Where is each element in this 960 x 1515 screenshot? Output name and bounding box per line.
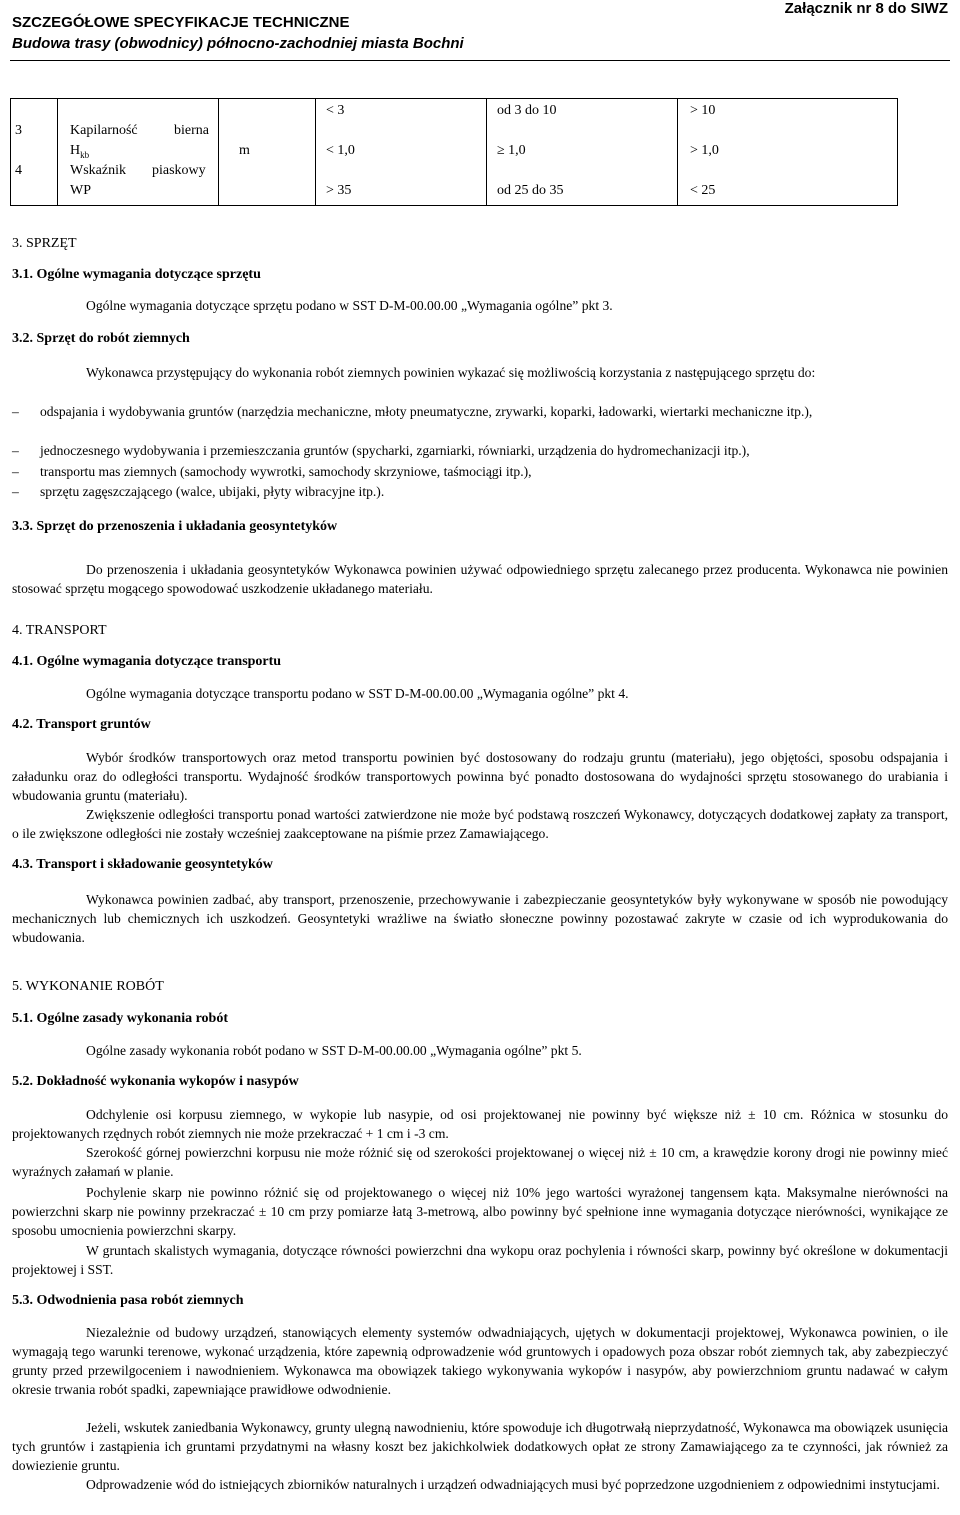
value: > 10 <box>690 103 716 118</box>
property-name: Kapilarność <box>70 123 138 138</box>
paragraph: Do przenoszenia i układania geosyntetyków Wykonawca powinien używać odpowiedniego sprzętu zalecanego przez producenta. Wykonawca nie powinien stosować sprzętu mogącego spowodować uszkodzenie układanego materiału. <box>12 562 948 596</box>
section-heading: 3.2. Sprzęt do robót ziemnych <box>12 331 190 346</box>
paragraph: Jeżeli, wskutek zaniedbania Wykonawcy, grunty ulegną nawodnieniu, które spowoduje ich długotrwałą nieprzydatność, Wykonawca ma obowiązek usunięcia tych gruntów i zastąpienia ich gruntami przydatnymi na własny koszt bez jakichkolwiek dodatkowych opłat ze strony Zamawiającego za te czynności, jak również za dowiezienie gruntu. <box>12 1420 948 1473</box>
value: < 25 <box>690 183 716 198</box>
header-rule <box>10 60 950 61</box>
value: > 1,0 <box>690 143 719 158</box>
property-name: piaskowy <box>152 163 206 178</box>
paragraph: W gruntach skalistych wymagania, dotyczące równości powierzchni dna wykopu oraz pochylenia i równości skarp, powinny być określone w dokumentacji projektowej i SST. <box>12 1243 948 1277</box>
paragraph: Odprowadzenie wód do istniejących zbiorników naturalnych i urządzeń odwadniających musi być poprzedzone uzgodnieniem z odpowiednimi instytucjami. <box>86 1477 940 1492</box>
row-number: 3 <box>15 123 22 138</box>
value: < 1,0 <box>326 143 355 158</box>
unit: m <box>239 143 250 158</box>
table-cell <box>11 99 58 206</box>
property-symbol: $H_{kb}$ <box>70 143 90 160</box>
value: > 35 <box>326 183 352 198</box>
value: od 3 do 10 <box>497 103 557 118</box>
paragraph: Wykonawca powinien zadbać, aby transport, przenoszenie, przechowywanie i zabezpieczanie geosyntetyków były wykonywane w sposób nie powodujący mechanicznych lub chemicznych ich uszkodzeń. Geosyntetyki wrażliwe na światło słoneczne powinny pozostawać zakryte w czasie od ich wyprodukowania do wbudowania. <box>12 892 948 945</box>
value: ≥ 1,0 <box>497 143 526 158</box>
table-cell <box>678 99 898 206</box>
paragraph: Ogólne wymagania dotyczące transportu podano w SST D-M-00.00.00 „Wymagania ogólne” pkt 4. <box>86 686 629 701</box>
paragraph: Zwiększenie odległości transportu ponad wartości zatwierdzone nie może być podstawą roszczeń Wykonawcy, dotyczących dodatkowej zapłaty za transport, o ile zwiększone odległości nie zostały wcześniej zaakceptowane na piśmie przez Zamawiającego. <box>12 807 948 841</box>
section-heading: 4.2. Transport gruntów <box>12 717 151 732</box>
table-cell <box>487 99 678 206</box>
section-heading: 3.3. Sprzęt do przenoszenia i układania geosyntetyków <box>12 519 338 534</box>
list-item: – sprzętu zagęszczającego (walce, ubijaki, płyty wibracyjne itp.). <box>12 484 385 499</box>
paragraph: Ogólne zasady wykonania robót podano w SST D-M-00.00.00 „Wymagania ogólne” pkt 5. <box>86 1043 582 1058</box>
paragraph: Szerokość górnej powierzchni korpusu nie może różnić się od szerokości projektowanej o więcej niż ± 10 cm, a krawędzie korony drogi nie powinny mieć wyraźnych załamań w planie. <box>12 1145 948 1179</box>
table-cell <box>219 99 316 206</box>
paragraph: Pochylenie skarp nie powinno różnić się od projektowanego o więcej niż 10% jego wartości wyrażonej tangensem kąta. Maksymalne nierówności na powierzchni skarp nie powinny przekraczać ± 10 cm przy pomiarze łatą 3-metrową, albo powinny być spełnione inne wymagania dotyczące nierówności, wynikające ze sposobu umocnienia powierzchni skarpy. <box>12 1185 948 1238</box>
property-name: Wskaźnik <box>70 163 126 178</box>
section-heading: 4.3. Transport i składowanie geosyntetyków <box>12 857 273 872</box>
section-heading: 5.1. Ogólne zasady wykonania robót <box>12 1011 228 1026</box>
row-number: 4 <box>15 163 22 178</box>
paragraph: Wybór środków transportowych oraz metod transportu powinien być dostosowany do rodzaju gruntu (materiału), jego objętości, sposobu odspajania i załadunku oraz do odległości transportu. Wydajność środków transportowych powinna być ponadto dostosowana do wydajności sprzętu stosowanego do urabiania i wbudowania gruntu (materiału). <box>12 750 948 803</box>
section-heading: 3. SPRZĘT <box>12 236 77 251</box>
value: < 3 <box>326 103 345 118</box>
section-heading: 3.1. Ogólne wymagania dotyczące sprzętu <box>12 267 261 282</box>
table-cell <box>58 99 219 206</box>
document-title: SZCZEGÓŁOWE SPECYFIKACJE TECHNICZNE <box>12 14 350 31</box>
section-heading: 4. TRANSPORT <box>12 623 107 638</box>
paragraph: Niezależnie od budowy urządzeń, stanowiących elementy systemów odwadniających, ujętych w dokumentacji projektowej, Wykonawca powinien, o ile wymagają tego warunki terenowe, wykonać urządzenia, które zapewnią odprowadzenie wód gruntowych i opadowych poza obszar robót ziemnych tak, aby zabezpieczyć grunty przed przewilgoceniem i nawodnieniem. Wykonawca ma obowiązek takiego wykonywania wykopów i nasypów, aby powierzchniom gruntu nadawać w całym okresie trwania robót spadki, zapewniające prawidłowe odwodnienie. <box>12 1325 948 1397</box>
property-name: bierna <box>174 123 209 138</box>
paragraph: Wykonawca przystępujący do wykonania robót ziemnych powinien wykazać się możliwością korzystania z następującego sprzętu do: <box>86 365 816 380</box>
document-subtitle: Budowa trasy (obwodnicy) północno-zachodniej miasta Bochni <box>12 35 464 52</box>
attachment-label: Załącznik nr 8 do SIWZ <box>784 0 948 17</box>
properties-table <box>10 98 898 206</box>
list-item: – jednoczesnego wydobywania i przemieszczania gruntów (spycharki, zgarniarki, równiarki, urządzenia do hydromechanizacji itp.), <box>12 443 750 458</box>
section-heading: 4.1. Ogólne wymagania dotyczące transportu <box>12 654 282 669</box>
list-item: – transportu mas ziemnych (samochody wywrotki, samochody skrzyniowe, taśmociągi itp.), <box>12 464 532 479</box>
paragraph: Ogólne wymagania dotyczące sprzętu podano w SST D-M-00.00.00 „Wymagania ogólne” pkt 3. <box>86 298 613 313</box>
table-row <box>11 99 898 206</box>
section-heading: 5.3. Odwodnienia pasa robót ziemnych <box>12 1293 244 1308</box>
page-header <box>0 0 960 62</box>
value: od 25 do 35 <box>497 183 564 198</box>
paragraph: Odchylenie osi korpusu ziemnego, w wykopie lub nasypie, od osi projektowanej nie powinny być większe niż ± 10 cm. Różnica w stosunku do projektowanych rzędnych robót ziemnych nie może przekraczać + 1 cm i -3 cm. <box>12 1107 948 1141</box>
list-item: – odspajania i wydobywania gruntów (narzędzia mechaniczne, młoty pneumatyczne, zrywarki, koparki, ładowarki, wiertarki mechaniczne itp.), <box>12 404 813 419</box>
section-heading: 5.2. Dokładność wykonania wykopów i nasypów <box>12 1074 299 1089</box>
property-symbol: WP <box>70 183 91 198</box>
table-cell <box>316 99 487 206</box>
section-heading: 5. WYKONANIE ROBÓT <box>12 979 164 994</box>
